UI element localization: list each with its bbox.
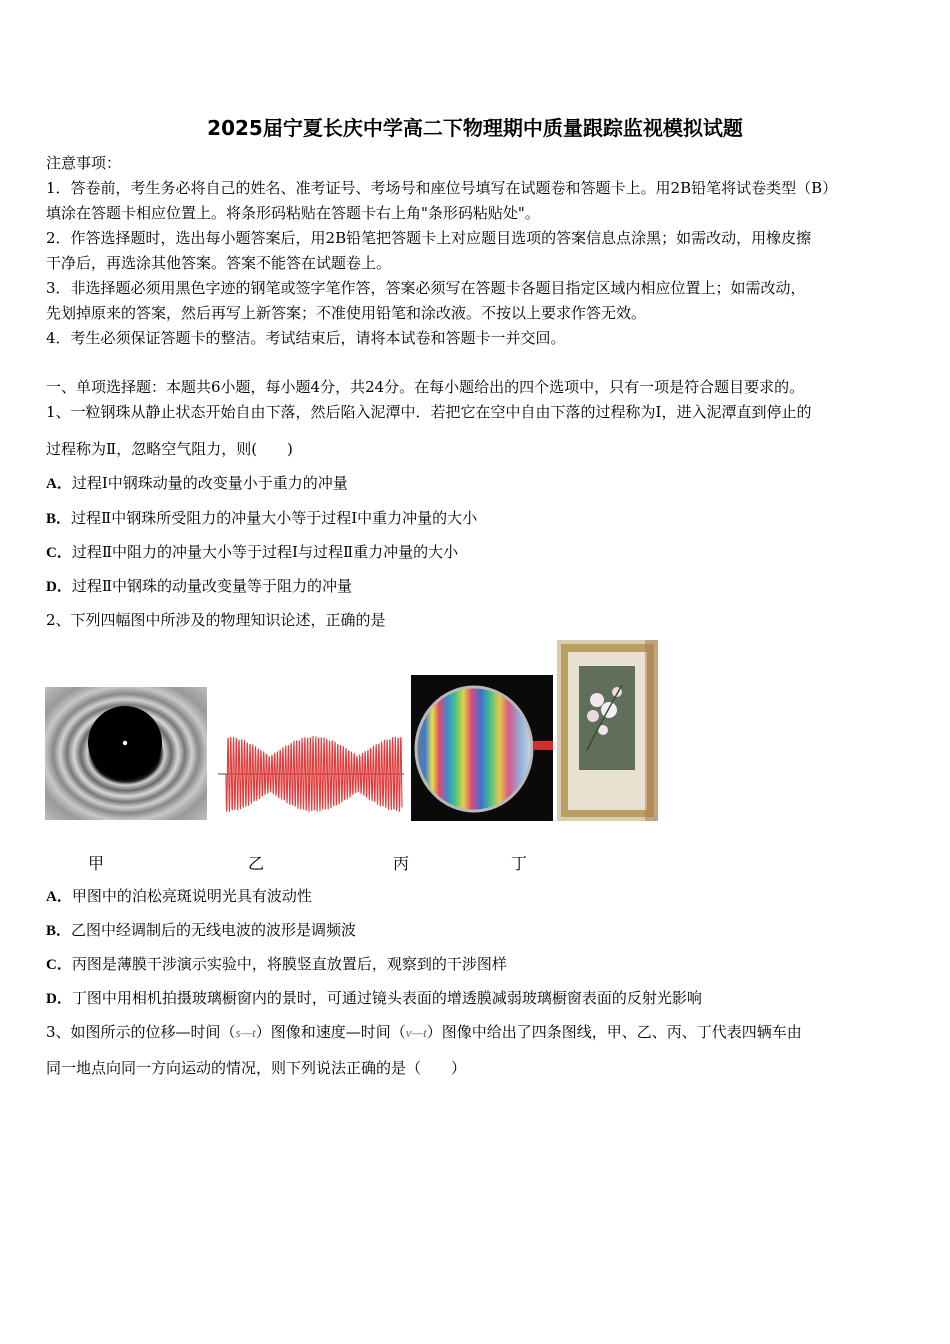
section-heading: 一、单项选择题：本题共6小题，每小题4分，共24分。在每小题给出的四个选项中，只有一项是符合题目要求的。 xyxy=(46,378,805,396)
figure-caption-ding: 丁 xyxy=(511,854,528,873)
question-3-stem: 3、如图所示的位移—时间（s—t）图像和速度—时间（v—t）图像中给出了四条图线，甲、乙、丙、丁代表四辆车由 xyxy=(46,1023,802,1041)
q2-option-b: B．乙图中经调制后的无线电波的波形是调频波 xyxy=(46,921,357,939)
notice-heading: 注意事项： xyxy=(46,154,122,172)
q2-option-c: C．丙图是薄膜干涉演示实验中，将膜竖直放置后，观察到的干涉图样 xyxy=(46,955,507,973)
glass-display-frame-figure xyxy=(557,640,658,821)
q2-option-a: A．甲图中的泊松亮斑说明光具有波动性 xyxy=(46,887,312,905)
notice-line: 干净后，再选涂其他答案。答案不能答在试题卷上。 xyxy=(46,254,392,272)
figure-caption-bing: 丙 xyxy=(393,854,410,873)
v-t-symbol: v—t xyxy=(405,1025,427,1040)
poisson-spot-figure xyxy=(45,687,207,820)
q2-option-d: D．丁图中用相机拍摄玻璃橱窗内的景时，可通过镜头表面的增透膜减弱玻璃橱窗表面的反射光影响 xyxy=(46,989,702,1007)
q1-option-c: C．过程Ⅱ中阻力的冲量大小等于过程Ⅰ与过程Ⅱ重力冲量的大小 xyxy=(46,543,459,561)
q1-option-b: B．过程Ⅱ中钢珠所受阻力的冲量大小等于过程Ⅰ中重力冲量的大小 xyxy=(46,509,478,527)
notice-line: 先划掉原来的答案，然后再写上新答案；不准使用铅笔和涂改液。不按以上要求作答无效。 xyxy=(46,304,647,322)
notice-line: 3．非选择题必须用黑色字迹的钢笔或签字笔作答，答案必须写在答题卡各题目指定区域内相应位置上；如需改动， xyxy=(46,279,806,297)
question-1-stem-cont: 过程称为Ⅱ，忽略空气阻力，则( ) xyxy=(46,440,293,458)
modulated-wave-figure xyxy=(214,727,406,823)
q1-option-d: D．过程Ⅱ中钢珠的动量改变量等于阻力的冲量 xyxy=(46,577,353,595)
page-title: 2025届宁夏长庆中学高二下物理期中质量跟踪监视模拟试题 xyxy=(207,116,743,140)
question-3-stem-cont: 同一地点向同一方向运动的情况，则下列说法正确的是（ ） xyxy=(46,1059,467,1077)
figure-caption-jia: 甲 xyxy=(88,854,105,873)
notice-line: 4．考生必须保证答题卡的整洁。考试结束后，请将本试卷和答题卡一并交回。 xyxy=(46,329,566,347)
thin-film-interference-figure xyxy=(411,675,553,821)
question-1-stem: 1、一粒钢珠从静止状态开始自由下落，然后陷入泥潭中．若把它在空中自由下落的过程称为Ⅰ，进入泥潭直到停止的 xyxy=(46,403,812,421)
notice-line: 2．作答选择题时，选出每小题答案后，用2B铅笔把答题卡上对应题目选项的答案信息点涂黑；如需改动，用橡皮擦 xyxy=(46,229,812,247)
notice-line: 填涂在答题卡相应位置上。将条形码粘贴在答题卡右上角"条形码粘贴处"。 xyxy=(46,204,540,222)
notice-line: 1．答卷前，考生务必将自己的姓名、准考证号、考场号和座位号填写在试题卷和答题卡上。用2B铅笔将试卷类型（B） xyxy=(46,179,838,197)
question-2-stem: 2、下列四幅图中所涉及的物理知识论述，正确的是 xyxy=(46,611,386,629)
q1-option-a: A．过程Ⅰ中钢珠动量的改变量小于重力的冲量 xyxy=(46,474,348,492)
figure-caption-yi: 乙 xyxy=(248,854,265,873)
s-t-symbol: s—t xyxy=(235,1025,256,1040)
